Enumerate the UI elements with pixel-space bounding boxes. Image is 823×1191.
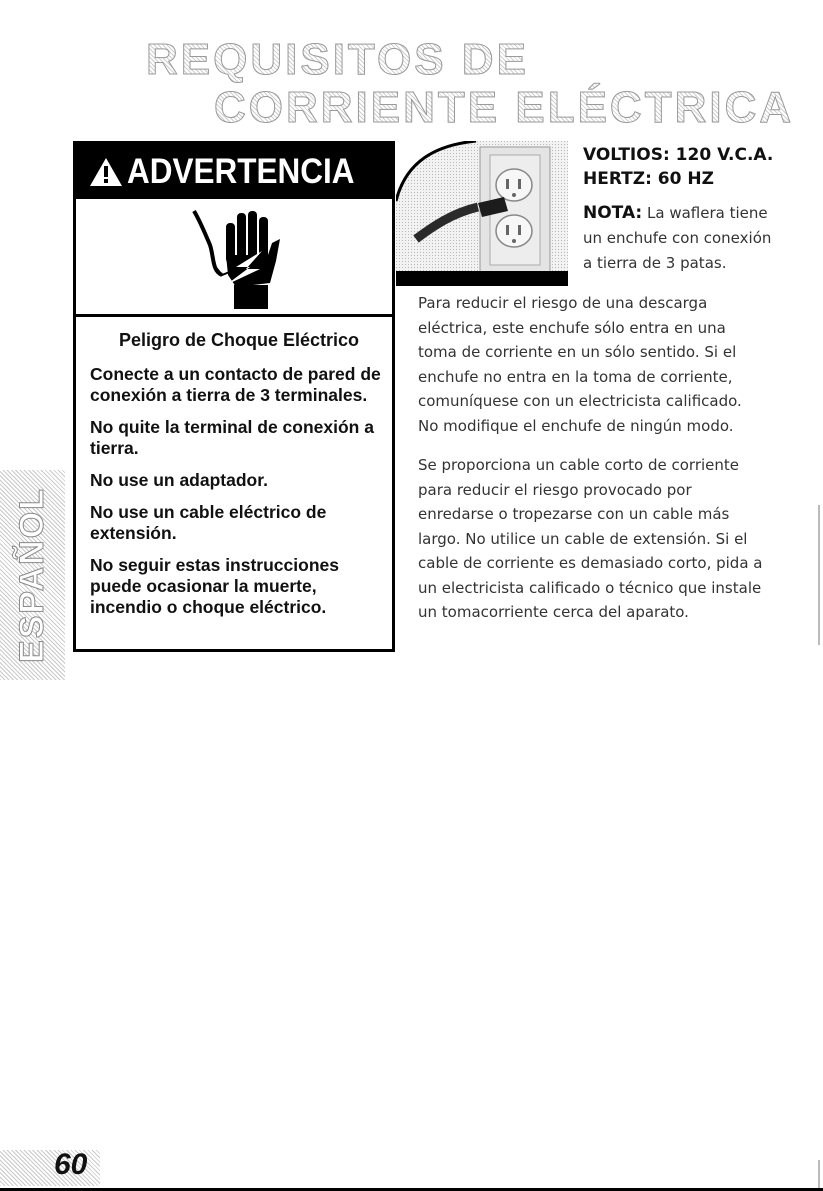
warning-subtitle: Peligro de Choque Eléctrico bbox=[118, 330, 360, 350]
right-edge-mark bbox=[818, 505, 820, 645]
plug-outlet-photo bbox=[396, 141, 568, 286]
paragraph-plug-info: Para reducir el riesgo de una descarga eléctrica, este enchufe sólo entra en una toma de corriente en un sólo sentido. Si el enchufe no entra en la toma de corriente, comuníquese con un electricista calificado. No modifique el enchufe de ningún modo. bbox=[418, 294, 742, 435]
warning-item-1: Conecte a un contacto de pared de conexión a tierra de 3 terminales. bbox=[90, 364, 381, 405]
warning-item-4: No use un cable eléctrico de extensión. bbox=[90, 502, 327, 543]
warning-header bbox=[76, 144, 392, 199]
language-side-tab bbox=[0, 470, 65, 680]
right-edge-mark-bottom bbox=[818, 1160, 820, 1188]
paragraph-cord-info: Se proporciona un cable corto de corriente para reducir el riesgo provocado por enredarse o tropezarse con un cable más largo. No utilice un cable de extensión. Si el cable de corriente es demasiado corto, pida a un electricista calificado o técnico que instale un tomacorriente cerca del aparato. bbox=[418, 456, 763, 621]
page-title-line-2: CORRIENTE ELÉCTRICA bbox=[214, 83, 795, 132]
voltage-spec: VOLTIOS: 120 V.C.A. bbox=[583, 145, 774, 165]
warning-title: ADVERTENCIA bbox=[126, 151, 355, 191]
warning-item-2: No quite la terminal de conexión a tierra. bbox=[90, 417, 374, 458]
frequency-spec: HERTZ: 60 HZ bbox=[583, 169, 714, 189]
page-title-line-1: REQUISITOS DE bbox=[146, 35, 529, 84]
warning-body bbox=[90, 330, 388, 629]
warning-triangle-icon bbox=[89, 157, 123, 187]
warning-item-3: No use un adaptador. bbox=[90, 470, 268, 490]
nota-text: La waflera tiene un enchufe con conexión a tierra de 3 patas. bbox=[583, 204, 772, 272]
electric-shock-hazard-icon bbox=[76, 199, 392, 314]
warning-box bbox=[73, 141, 395, 652]
warning-item-5: No seguir estas instrucciones puede ocasionar la muerte, incendio o choque eléctrico. bbox=[90, 555, 339, 617]
nota-label: NOTA: bbox=[583, 203, 643, 223]
hazard-symbol-area bbox=[76, 199, 392, 317]
language-side-tab-label: ESPAÑOL bbox=[13, 487, 51, 663]
nota-block bbox=[583, 201, 783, 276]
page-number: 60 bbox=[54, 1148, 88, 1181]
